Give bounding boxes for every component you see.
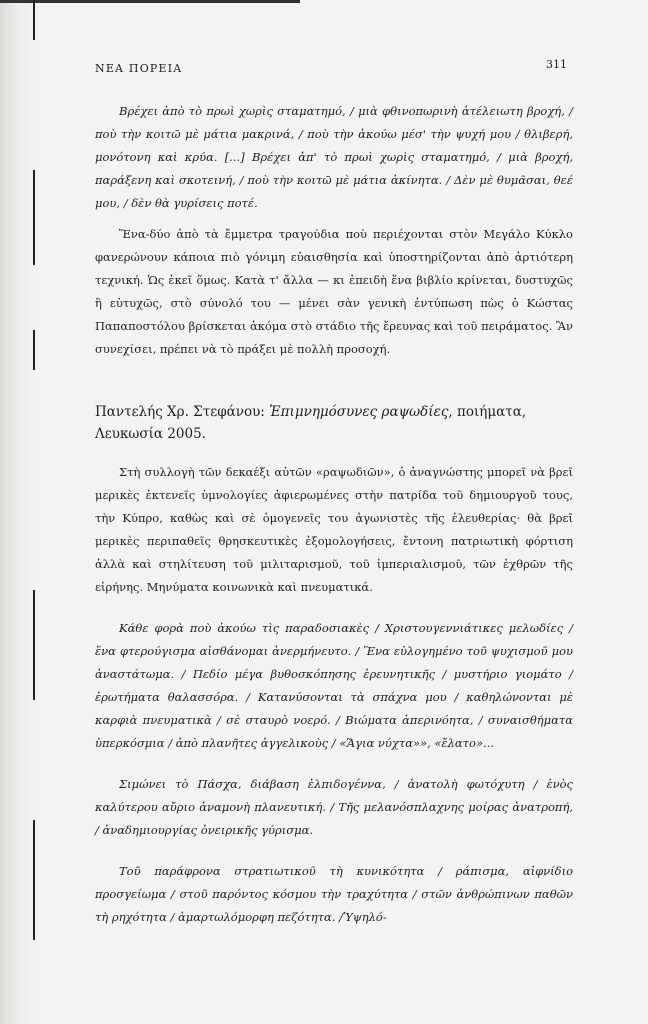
quote-paragraph-3: Σιμώνει τὸ Πάσχα, διάβαση ἐλπιδογέννα, / ἀνατολὴ φωτόχυτη / ἑνὸς καλύτερου αὔριο ἀναμονὴ πλανευτική. / Τῆς μελανόσπλαχνης μοίρας ἀνατροπή, / ἀναδημιουργίας ὀνειρικῆς γύρισμα. xyxy=(95,777,573,837)
scan-edge-left-3 xyxy=(33,330,35,370)
review-paragraph-1: Ἕνα-δύο ἀπὸ τὰ ἔμμετρα τραγούδια ποὺ περιέχονται στὸν Μεγάλο Κύκλο φανερώνουν κάποια πιὸ γόνιμη εὐαισθησία καὶ ὑποστηρίζονται ἀπὸ ἀρτιότερη τεχνική. Ὡς ἐκεῖ ὅμως. Κατὰ τ' ἄλλα — κι ἐπειδὴ ἕνα βιβλίο κρίνεται, δυστυχῶς ἢ εὐτυχῶς, στὸ σύνολό του — μένει σὰν γενικὴ ἐντύπωση πὼς ὁ Κώστας Παπαποστόλου βρίσκεται ἀκόμα στὸ στάδιο τῆς ἔρευνας καὶ τοῦ πειράματος. Ἂν συνεχίσει, πρέπει νὰ τὸ πράξει μὲ πολλὴ προσοχή. xyxy=(95,227,573,356)
quote-paragraph-4: Τοῦ παράφρονα στρατιωτικοῦ τὴ κυνικότητα / ράπισμα, αἰφνίδιο προσγείωμα / στοῦ παρόντος κόσμου τὴν τραχύτητα / στῶν ἀνθρώπινων παθῶν τὴ ρηχότητα / ἁμαρτωλόμορφη πεζότητα. /Ὑψηλό- xyxy=(95,864,573,924)
page-number: 311 xyxy=(546,58,567,71)
entry-title: Ἐπιμνημόσυνες ραψωδίες xyxy=(269,404,449,420)
scan-edge-top xyxy=(0,0,300,3)
scan-edge-left-5 xyxy=(33,820,35,940)
quote-paragraph-1: Βρέχει ἀπὸ τὸ πρωὶ χωρὶς σταματημό, / μιὰ φθινοπωρινὴ ἀτέλειωτη βροχή, / ποὺ τὴν κοιτῶ μὲ μάτια μακρινά, / ποὺ τὴν ἀκούω μέσ' τὴν ψυχή μου / θλιβερή, μονότονη καὶ κρύα. [...] Βρέχει ἀπ' τὸ πρωὶ χωρὶς σταματημό, / μιὰ βροχή, παράξενη καὶ σκοτεινή, / ποὺ τὴν κοιτῶ μὲ μάτια ἀκίνητα. / Δὲν μὲ θυμᾶσαι, θεέ μου, / δὲν θὰ γυρίσεις ποτέ. xyxy=(95,104,573,210)
page-gutter-shadow xyxy=(0,0,36,1024)
book-entry-heading xyxy=(95,401,573,445)
quote-paragraph-2: Κάθε φορὰ ποὺ ἀκούω τὶς παραδοσιακὲς / Χριστουγεννιάτικες μελωδίες / ἕνα φτερούγισμα αἰσθάνομαι ἀνερμήνευτο. / Ἕνα εὐλογημένο τοῦ ψυχισμοῦ μου ἀναστάτωμα. / Πεδίο μέγα βυθοσκόπησης ἐρευνητικῆς / μυστήριο γιομάτο / ἐρωτήματα θαλασσόρα. / Κατανύσονται τὰ σπάχνα μου / καθηλώνονται μὲ καρφιὰ πνευματικὰ / σὲ σταυρὸ νοερό. / Βιώματα ἀπερινόητα, / συναισθήματα ὑπερκόσμια / ἀπὸ πλανῆτες ἀγγελικοὺς / «Ἅγια νύχτα»», «ἔλατο»... xyxy=(95,621,573,750)
running-head: ΝΕΑ ΠΟΡΕΙΑ xyxy=(95,62,183,75)
scan-edge-left-2 xyxy=(33,170,35,265)
entry-details: , ποιήματα, Λευκωσία 2005. xyxy=(95,404,527,442)
review-paragraph-2: Στὴ συλλογὴ τῶν δεκαέξι αὐτῶν «ραψωδιῶν», ὁ ἀναγνώστης μπορεῖ νὰ βρεῖ μερικὲς ἐκτενεῖς ὑμνολογίες ἀφιερωμένες στὴν πατρίδα τοῦ δημιουργοῦ τους, τὴν Κύπρο, καθὼς καὶ σὲ ὁμογενεῖς του ἀγωνιστὲς τῆς ἐλευθερίας· θὰ βρεῖ μερικὲς περιπαθεῖς θρησκευτικὲς ἐξομολογήσεις, ἔντονη πατριωτικὴ φόρτιση ἀλλὰ καὶ στηλίτευση τοῦ μιλιταρισμοῦ, τοῦ ἱμπεριαλισμοῦ, τῶν ἐχθρῶν τῆς εἰρήνης. Μηνύματα κοινωνικὰ καὶ πνευματικά. xyxy=(95,465,573,594)
scan-edge-left-1 xyxy=(33,0,35,40)
scan-edge-left-4 xyxy=(33,590,35,700)
entry-author: Παντελής Χρ. Στεφάνου: xyxy=(95,404,265,420)
page-content xyxy=(95,100,573,929)
